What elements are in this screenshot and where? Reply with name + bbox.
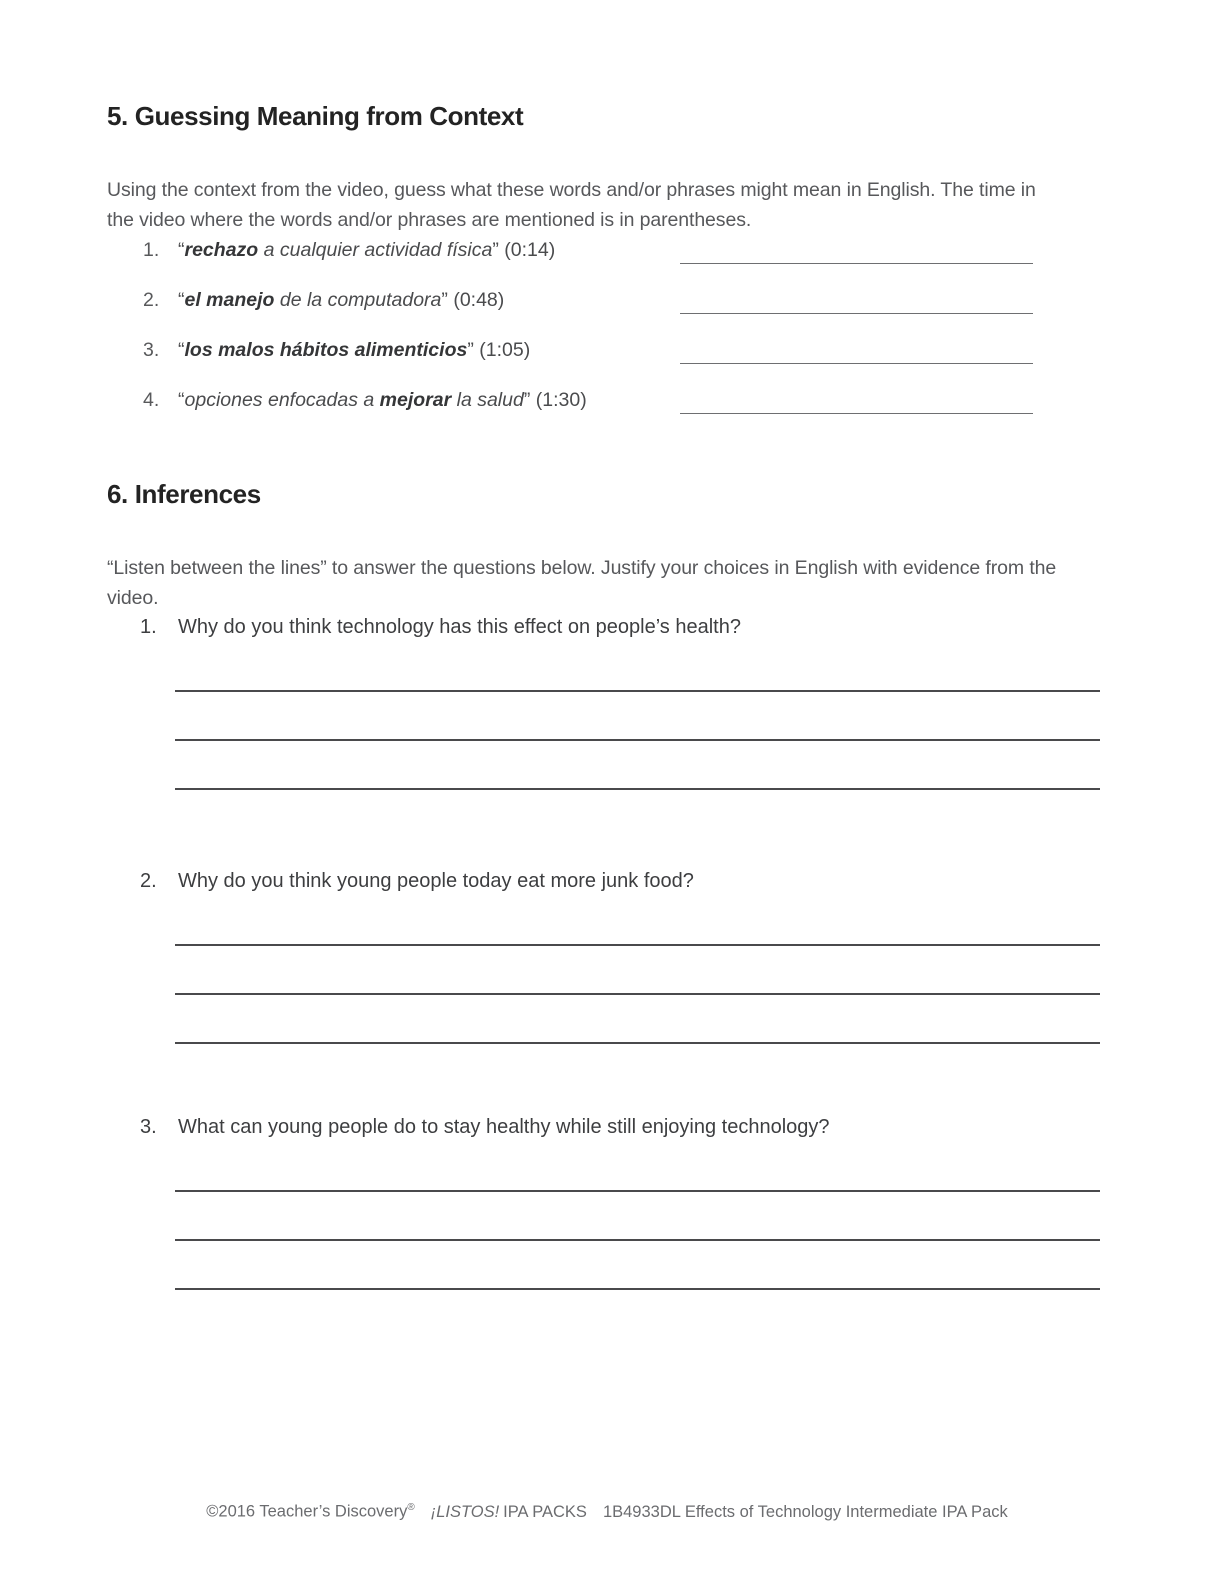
phrase-segment: “ <box>178 239 185 261</box>
question-text: Why do you think young people today eat more junk food? <box>178 870 694 892</box>
phrase-segment: los malos hábitos alimenticios <box>184 339 468 361</box>
footer-series-title: ¡LISTOS! <box>430 1502 500 1521</box>
phrase-segment: (1:05) <box>479 339 531 361</box>
answer-blank[interactable] <box>680 263 1033 264</box>
question-text: Why do you think technology has this effect on people’s health? <box>178 616 741 638</box>
item-phrase <box>178 387 587 413</box>
question-number: 3. <box>140 1116 157 1138</box>
question-row <box>107 868 1107 895</box>
item-phrase <box>178 287 504 313</box>
context-items <box>107 237 1107 437</box>
answer-line[interactable] <box>175 1190 1100 1192</box>
section6-heading: 6. Inferences <box>107 479 261 509</box>
answer-line[interactable] <box>175 1042 1100 1044</box>
phrase-segment: (0:48) <box>453 289 505 311</box>
answer-blank[interactable] <box>680 313 1033 314</box>
phrase-segment: de la computadora <box>274 289 442 311</box>
answer-line[interactable] <box>175 788 1100 790</box>
answer-blank[interactable] <box>680 363 1033 364</box>
answer-line[interactable] <box>175 993 1100 995</box>
phrase-segment: ” <box>441 289 454 311</box>
context-item <box>107 287 1107 337</box>
question-number: 2. <box>140 870 157 892</box>
section5-heading: 5. Guessing Meaning from Context <box>107 101 524 131</box>
footer-product-code: 1B4933DL Effects of Technology Intermediate IPA Pack <box>602 1502 1008 1521</box>
answer-line[interactable] <box>175 944 1100 946</box>
context-item <box>107 237 1107 287</box>
answer-line[interactable] <box>175 1288 1100 1290</box>
phrase-segment: rechazo <box>184 239 259 261</box>
phrase-segment: “ <box>178 339 185 361</box>
phrase-segment: “ <box>178 289 185 311</box>
question-text: What can young people do to stay healthy while still enjoying technology? <box>178 1116 830 1138</box>
inference-question <box>107 1114 1107 1290</box>
answer-line[interactable] <box>175 690 1100 692</box>
answer-blank[interactable] <box>680 413 1033 414</box>
context-item <box>107 387 1107 437</box>
section5-instructions: Using the context from the video, guess what these words and/or phrases might mean in English. The time in the video where the words and/or phrases are mentioned is in parentheses. <box>107 178 1036 231</box>
phrase-segment: ” <box>492 239 505 261</box>
item-phrase <box>178 237 555 263</box>
item-phrase <box>178 337 530 363</box>
phrase-segment: mejorar <box>379 389 452 411</box>
item-number: 4. <box>143 389 160 411</box>
answer-line[interactable] <box>175 1239 1100 1241</box>
item-number: 1. <box>143 239 160 261</box>
phrase-segment: (0:14) <box>504 239 556 261</box>
phrase-segment: la salud <box>451 389 524 411</box>
phrase-segment: (1:30) <box>535 389 587 411</box>
section6-instructions: “Listen between the lines” to answer the questions below. Justify your choices in English with evidence from the video. <box>107 556 1057 609</box>
phrase-segment: opciones enfocadas a <box>184 389 380 411</box>
phrase-segment: ” <box>523 389 536 411</box>
footer-copyright: ©2016 Teacher’s Discovery <box>206 1502 408 1521</box>
question-row <box>107 1114 1107 1141</box>
inference-question <box>107 614 1107 790</box>
context-item <box>107 337 1107 387</box>
question-row <box>107 614 1107 641</box>
phrase-segment: a cualquier actividad física <box>258 239 493 261</box>
phrase-segment: ” <box>467 339 480 361</box>
question-number: 1. <box>140 616 157 638</box>
page-footer <box>0 1497 1214 1523</box>
phrase-segment: “ <box>178 389 185 411</box>
inference-question <box>107 868 1107 1044</box>
footer-series-suffix: IPA PACKS <box>503 1502 587 1521</box>
item-number: 2. <box>143 289 160 311</box>
item-number: 3. <box>143 339 160 361</box>
answer-line[interactable] <box>175 739 1100 741</box>
phrase-segment: el manejo <box>184 289 275 311</box>
registered-mark: ® <box>407 1502 415 1513</box>
